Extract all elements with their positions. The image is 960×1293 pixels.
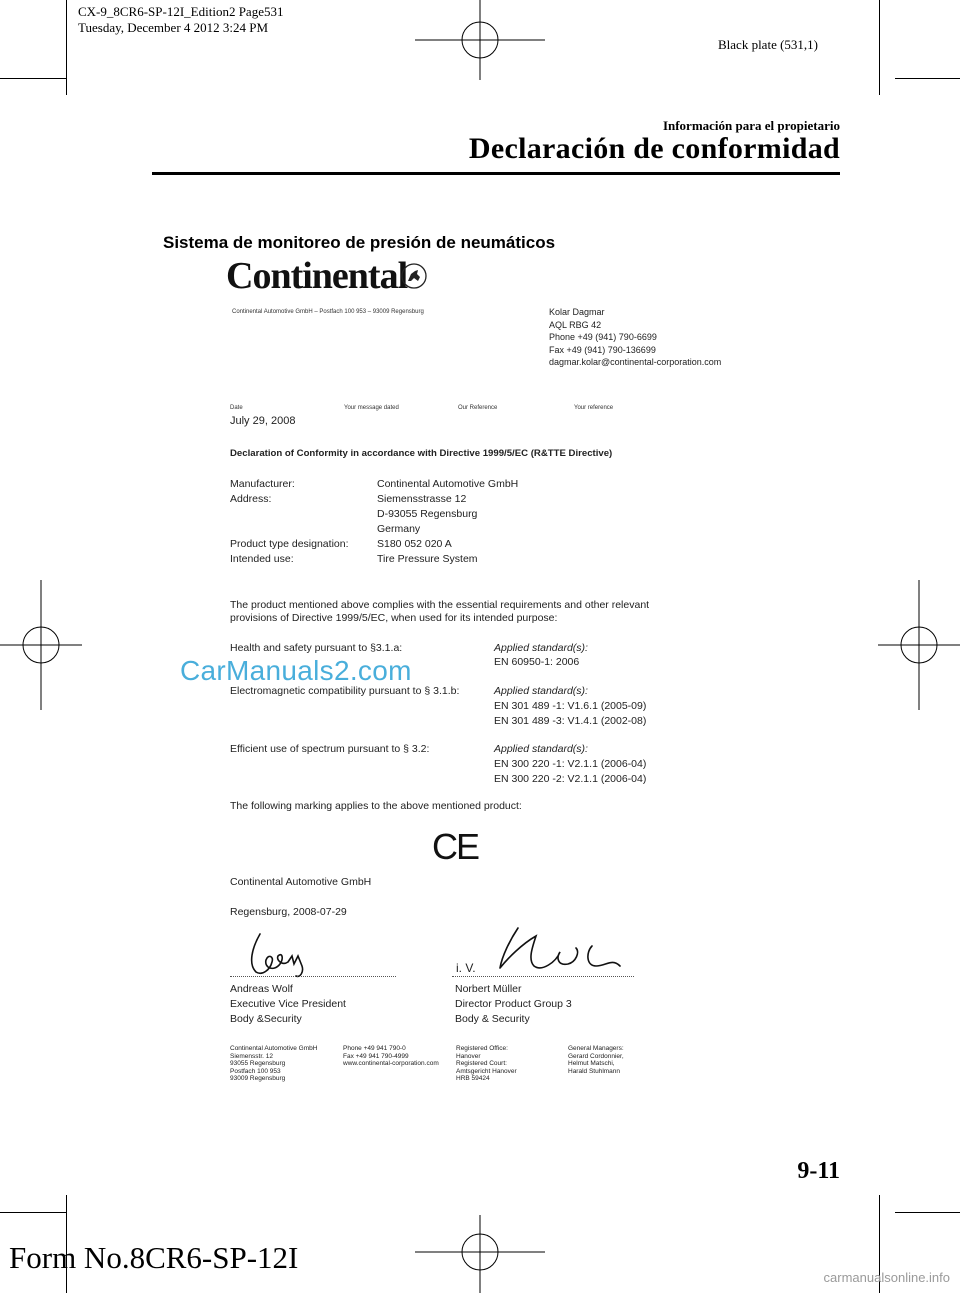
standard-label: Efficient use of spectrum pursuant to § 3.2: [230,743,430,755]
svg-text:i. V.: i. V. [456,961,476,975]
detail-label: Manufacturer: [230,478,295,490]
crop-mark [895,78,960,79]
marking-statement: The following marking applies to the above mentioned product: [230,800,522,812]
contact-email: dagmar.kolar@continental-corporation.com [549,357,722,368]
declaration-title: Declaration of Conformity in accordance with Directive 1999/5/EC (R&TTE Directive) [230,448,613,459]
standard-item: EN 300 220 -1: V2.1.1 (2006-04) [494,758,647,770]
ref-label-your: Your reference [574,405,614,411]
detail-label: Intended use: [230,553,294,565]
signatory-title: Director Product Group 3 [455,998,572,1010]
signatory-title: Executive Vice President [230,998,346,1010]
form-number: Form No.8CR6-SP-12I [9,1240,299,1275]
footer-line: Phone +49 941 790-0 [343,1045,406,1052]
standard-item: EN 301 489 -1: V1.6.1 (2005-09) [494,700,647,712]
footer-line: Amtsgericht Hanover [456,1067,517,1075]
signature-mueller [452,922,632,978]
letter-footer-contact [343,1045,439,1068]
compliance-statement [230,599,649,625]
footer-line: General Managers: [568,1045,624,1052]
plate-label: Black plate (531,1) [718,37,818,52]
signatory-name: Andreas Wolf [230,983,293,995]
contact-dept: AQL RBG 42 [549,319,602,330]
standard-item: EN 300 220 -2: V2.1.1 (2006-04) [494,773,647,785]
horse-emblem-icon [400,262,428,290]
signature-line [452,976,634,977]
section-title: Declaración de conformidad [468,132,840,165]
ref-label-our: Our Reference [458,405,498,411]
standard-item: EN 60950-1: 2006 [494,656,580,668]
registration-target-right [878,580,960,710]
standard-heading: Applied standard(s): [494,743,588,755]
standard-item: EN 301 489 -3: V1.4.1 (2002-08) [494,715,647,727]
crop-mark [0,1212,66,1213]
crop-mark [66,0,67,95]
signatory-name: Norbert Müller [455,983,522,995]
contact-name: Kolar Dagmar [549,307,605,317]
watermark: CarManuals2.com [180,655,412,686]
signature-line [230,976,396,977]
signatory-division: Body &Security [230,1013,302,1025]
registration-target-left [0,580,82,710]
print-job-line: CX-9_8CR6-SP-12I_Edition2 Page531 [78,4,284,19]
place-date: Regensburg, 2008-07-29 [230,906,347,918]
continental-logo: Continental [226,255,408,297]
signatory-division: Body & Security [455,1013,530,1025]
footer-line: Continental Automotive GmbH [230,1045,318,1052]
detail-value: Germany [377,523,421,535]
ref-label-date: Date [230,405,243,411]
footer-line: Helmut Matschi, [568,1060,615,1068]
crop-mark [879,0,880,95]
letter-footer-managers [568,1045,624,1075]
footer-line: HRB 59424 [456,1075,490,1083]
detail-value: Siemensstrasse 12 [377,493,467,505]
footer-line: Gerard Cordonnier, [568,1052,624,1060]
footer-line: Registered Office: [456,1045,508,1052]
signatory-mueller [455,982,572,1027]
footer-line: Siemensstr. 12 [230,1052,273,1060]
detail-value: Continental Automotive GmbH [377,478,519,490]
page-heading: Sistema de monitoreo de presión de neumáticos [163,233,556,252]
sender-line: Continental Automotive GmbH – Postfach 100 953 – 93009 Regensburg [232,309,424,315]
standard-heading: Applied standard(s): [494,685,588,697]
footer-line: www.continental-corporation.com [343,1060,439,1068]
ref-label-message: Your message dated [344,405,399,411]
standard-heading: Applied standard(s): [494,642,588,654]
section-subtitle: Información para el propietario [662,118,840,133]
compliance-line: The product mentioned above complies with the essential requirements and other relevant [230,599,650,611]
contact-block [549,306,721,369]
crop-mark [0,78,66,79]
contact-phone: Phone +49 (941) 790-6699 [549,332,657,343]
print-timestamp: Tuesday, December 4 2012 3:24 PM [78,20,269,35]
crop-mark [895,1212,960,1213]
detail-value: D-93055 Regensburg [377,508,478,520]
contact-fax: Fax +49 (941) 790-136699 [549,344,656,355]
ce-mark-icon: CE [432,826,479,867]
footer-line: 93055 Regensburg [230,1060,286,1068]
standard-label: Health and safety pursuant to §3.1.a: [230,642,403,654]
footer-line: Hanover [456,1052,481,1060]
compliance-line: provisions of Directive 1999/5/EC, when used for its intended purpose: [230,612,558,624]
signatory-wolf [230,982,346,1027]
page-number: 9-11 [797,1158,840,1184]
footer-line: 93009 Regensburg [230,1075,286,1083]
signing-company: Continental Automotive GmbH [230,876,372,888]
section-rule [152,172,840,175]
detail-value: Tire Pressure System [377,553,478,565]
letter-footer-registry [456,1045,517,1083]
detail-value: S180 052 020 A [377,538,452,550]
registration-target-top [415,0,545,80]
signature-wolf [242,930,322,980]
letter-date: July 29, 2008 [230,415,296,427]
footer-line: Postfach 100 953 [230,1067,281,1075]
footer-line: Fax +49 941 790-4999 [343,1052,409,1060]
standard-label: Electromagnetic compatibility pursuant to § 3.1.b: [230,685,460,697]
site-watermark: carmanualsonline.info [823,1270,950,1285]
detail-label: Address: [230,493,272,505]
registration-target-bottom [415,1215,545,1293]
footer-line: Harald Stuhlmann [568,1067,621,1075]
letter-footer-address [230,1045,317,1083]
footer-line: Registered Court: [456,1060,507,1068]
detail-label: Product type designation: [230,538,349,550]
